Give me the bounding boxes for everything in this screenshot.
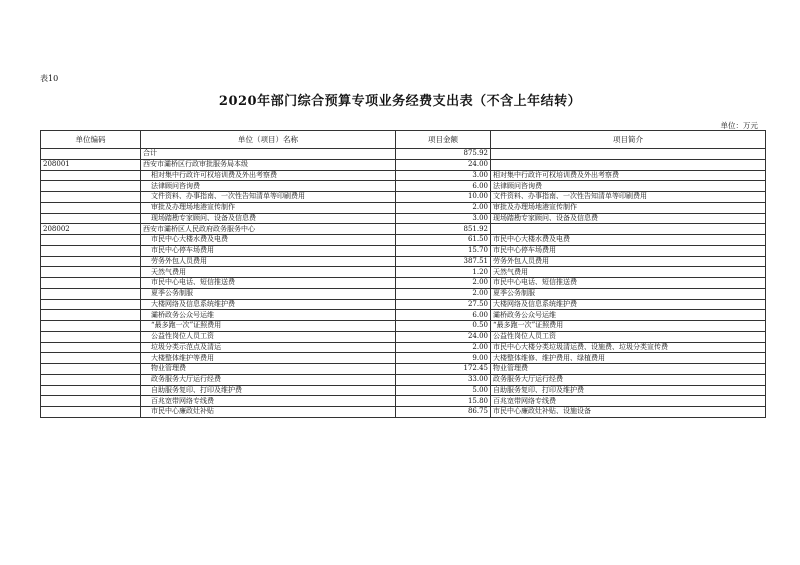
- cell-name: 灞桥政务公众号运维: [141, 310, 396, 321]
- cell-amount: 387.51: [396, 256, 491, 267]
- table-row: [41, 192, 766, 203]
- cell-desc: 现场踏勘专家顾问、设备及信息费: [491, 213, 766, 224]
- cell-desc: 文件资料、办事指南、一次性告知清单等印刷费用: [491, 192, 766, 203]
- cell-amount: 875.92: [396, 149, 491, 160]
- cell-name: 大楼网络及信息系统维护费: [141, 299, 396, 310]
- header-amount: 项目金额: [396, 131, 491, 149]
- cell-amount: 0.50: [396, 321, 491, 332]
- cell-amount: 172.45: [396, 364, 491, 375]
- cell-amount: 2.00: [396, 202, 491, 213]
- cell-name: 物业管理费: [141, 364, 396, 375]
- cell-name: 现场踏勘专家顾问、设备及信息费: [141, 213, 396, 224]
- table-row: [41, 149, 766, 160]
- table-row: [41, 310, 766, 321]
- cell-amount: 851.92: [396, 224, 491, 235]
- cell-code: [41, 267, 141, 278]
- cell-amount: 86.75: [396, 407, 491, 418]
- cell-code: [41, 407, 141, 418]
- cell-name: 合计: [141, 149, 396, 160]
- cell-name: 公益性岗位人员工资: [141, 331, 396, 342]
- cell-desc: 天然气费用: [491, 267, 766, 278]
- cell-desc: 法律顾问咨询费: [491, 181, 766, 192]
- table-row: [41, 299, 766, 310]
- table-row: [41, 374, 766, 385]
- page-title: 2020年部门综合预算专项业务经费支出表（不含上年结转）: [218, 94, 582, 109]
- cell-name: 劳务外包人员费用: [141, 256, 396, 267]
- cell-code: [41, 213, 141, 224]
- cell-desc: 市民中心廉政灶补贴、设施设备: [491, 407, 766, 418]
- cell-code: [41, 396, 141, 407]
- table-number: 表10: [40, 74, 59, 83]
- cell-amount: 2.00: [396, 342, 491, 353]
- cell-name: 百兆宽带网络专线费: [141, 396, 396, 407]
- cell-code: [41, 192, 141, 203]
- cell-code: 208001: [41, 159, 141, 170]
- table-row: [41, 213, 766, 224]
- cell-desc: 大楼整体维修、维护费用、绿植费用: [491, 353, 766, 364]
- table-row: [41, 407, 766, 418]
- cell-amount: 10.00: [396, 192, 491, 203]
- cell-code: [41, 310, 141, 321]
- cell-name: 相对集中行政许可权培训费及外出考察费: [141, 170, 396, 181]
- cell-desc: 政务服务大厅运行经费: [491, 374, 766, 385]
- cell-code: [41, 299, 141, 310]
- cell-name: 法律顾问咨询费: [141, 181, 396, 192]
- cell-amount: 6.00: [396, 181, 491, 192]
- table-row: [41, 181, 766, 192]
- cell-amount: 3.00: [396, 170, 491, 181]
- cell-code: [41, 331, 141, 342]
- cell-name: 市民中心廉政灶补贴: [141, 407, 396, 418]
- header-code: 单位编码: [41, 131, 141, 149]
- cell-desc: 审批及办理场地港宣传制作: [491, 202, 766, 213]
- cell-code: [41, 288, 141, 299]
- cell-code: [41, 364, 141, 375]
- table-row: [41, 170, 766, 181]
- table-row: [41, 353, 766, 364]
- cell-amount: 3.00: [396, 213, 491, 224]
- cell-desc: 自助服务复印、打印及维护费: [491, 385, 766, 396]
- cell-name: 政务服务大厅运行经费: [141, 374, 396, 385]
- cell-code: [41, 181, 141, 192]
- cell-desc: [491, 159, 766, 170]
- cell-code: [41, 149, 141, 160]
- cell-desc: “最多跑一次”证照费用: [491, 321, 766, 332]
- cell-code: [41, 278, 141, 289]
- cell-amount: 5.00: [396, 385, 491, 396]
- cell-name: 文件资料、办事指南、一次性告知清单等印刷费用: [141, 192, 396, 203]
- cell-name: “最多跑一次”证照费用: [141, 321, 396, 332]
- cell-amount: 61.50: [396, 235, 491, 246]
- table-body: [41, 149, 766, 418]
- cell-amount: 24.00: [396, 159, 491, 170]
- cell-name: 夏季公务制服: [141, 288, 396, 299]
- table-row: [41, 256, 766, 267]
- cell-amount: 33.00: [396, 374, 491, 385]
- cell-desc: 相对集中行政许可权培训费及外出考察费: [491, 170, 766, 181]
- cell-amount: 24.00: [396, 331, 491, 342]
- cell-name: 自助服务复印、打印及维护费: [141, 385, 396, 396]
- cell-desc: 公益性岗位人员工资: [491, 331, 766, 342]
- cell-name: 天然气费用: [141, 267, 396, 278]
- cell-name: 市民中心停车场费用: [141, 245, 396, 256]
- cell-desc: 市民中心大楼分类垃圾清运费、设施费、垃圾分类宣传费: [491, 342, 766, 353]
- table-row: [41, 235, 766, 246]
- cell-code: [41, 170, 141, 181]
- table-row: [41, 364, 766, 375]
- table-row: [41, 385, 766, 396]
- table-row: [41, 288, 766, 299]
- table-row: [41, 331, 766, 342]
- cell-desc: 大楼网络及信息系统维护费: [491, 299, 766, 310]
- unit-label: 单位：万元: [720, 121, 758, 130]
- cell-code: [41, 202, 141, 213]
- cell-code: [41, 256, 141, 267]
- cell-amount: 2.00: [396, 288, 491, 299]
- cell-amount: 2.00: [396, 278, 491, 289]
- header-desc: 项目简介: [491, 131, 766, 149]
- table-row: [41, 321, 766, 332]
- cell-code: [41, 235, 141, 246]
- header-row: [41, 131, 766, 149]
- cell-name: 审批及办理场地港宣传制作: [141, 202, 396, 213]
- cell-code: [41, 342, 141, 353]
- cell-amount: 6.00: [396, 310, 491, 321]
- table-row: [41, 278, 766, 289]
- cell-desc: 物业管理费: [491, 364, 766, 375]
- cell-name: 市民中心大楼水费及电费: [141, 235, 396, 246]
- table-row: [41, 159, 766, 170]
- table-row: [41, 396, 766, 407]
- cell-code: [41, 374, 141, 385]
- cell-code: [41, 321, 141, 332]
- cell-amount: 9.00: [396, 353, 491, 364]
- cell-name: 西安市灞桥区行政审批服务局本级: [141, 159, 396, 170]
- table-row: [41, 245, 766, 256]
- cell-name: 大楼整体维护等费用: [141, 353, 396, 364]
- cell-amount: 15.70: [396, 245, 491, 256]
- cell-amount: 1.20: [396, 267, 491, 278]
- cell-code: 208002: [41, 224, 141, 235]
- cell-desc: 灞桥政务公众号运维: [491, 310, 766, 321]
- header-name: 单位（项目）名称: [141, 131, 396, 149]
- cell-name: 市民中心电话、短信推送费: [141, 278, 396, 289]
- cell-desc: 百兆宽带网络专线费: [491, 396, 766, 407]
- cell-desc: 市民中心停车场费用: [491, 245, 766, 256]
- cell-desc: 市民中心大楼水费及电费: [491, 235, 766, 246]
- cell-amount: 15.80: [396, 396, 491, 407]
- cell-desc: 劳务外包人员费用: [491, 256, 766, 267]
- cell-name: 西安市灞桥区人民政府政务服务中心: [141, 224, 396, 235]
- table-row: [41, 202, 766, 213]
- cell-desc: [491, 224, 766, 235]
- cell-amount: 27.50: [396, 299, 491, 310]
- cell-desc: 夏季公务制服: [491, 288, 766, 299]
- cell-desc: 市民中心电话、短信推送费: [491, 278, 766, 289]
- cell-code: [41, 245, 141, 256]
- table-row: [41, 224, 766, 235]
- table-row: [41, 342, 766, 353]
- cell-desc: [491, 149, 766, 160]
- cell-name: 垃圾分类示范点及清运: [141, 342, 396, 353]
- cell-code: [41, 385, 141, 396]
- budget-table: [40, 130, 766, 418]
- table-row: [41, 267, 766, 278]
- cell-code: [41, 353, 141, 364]
